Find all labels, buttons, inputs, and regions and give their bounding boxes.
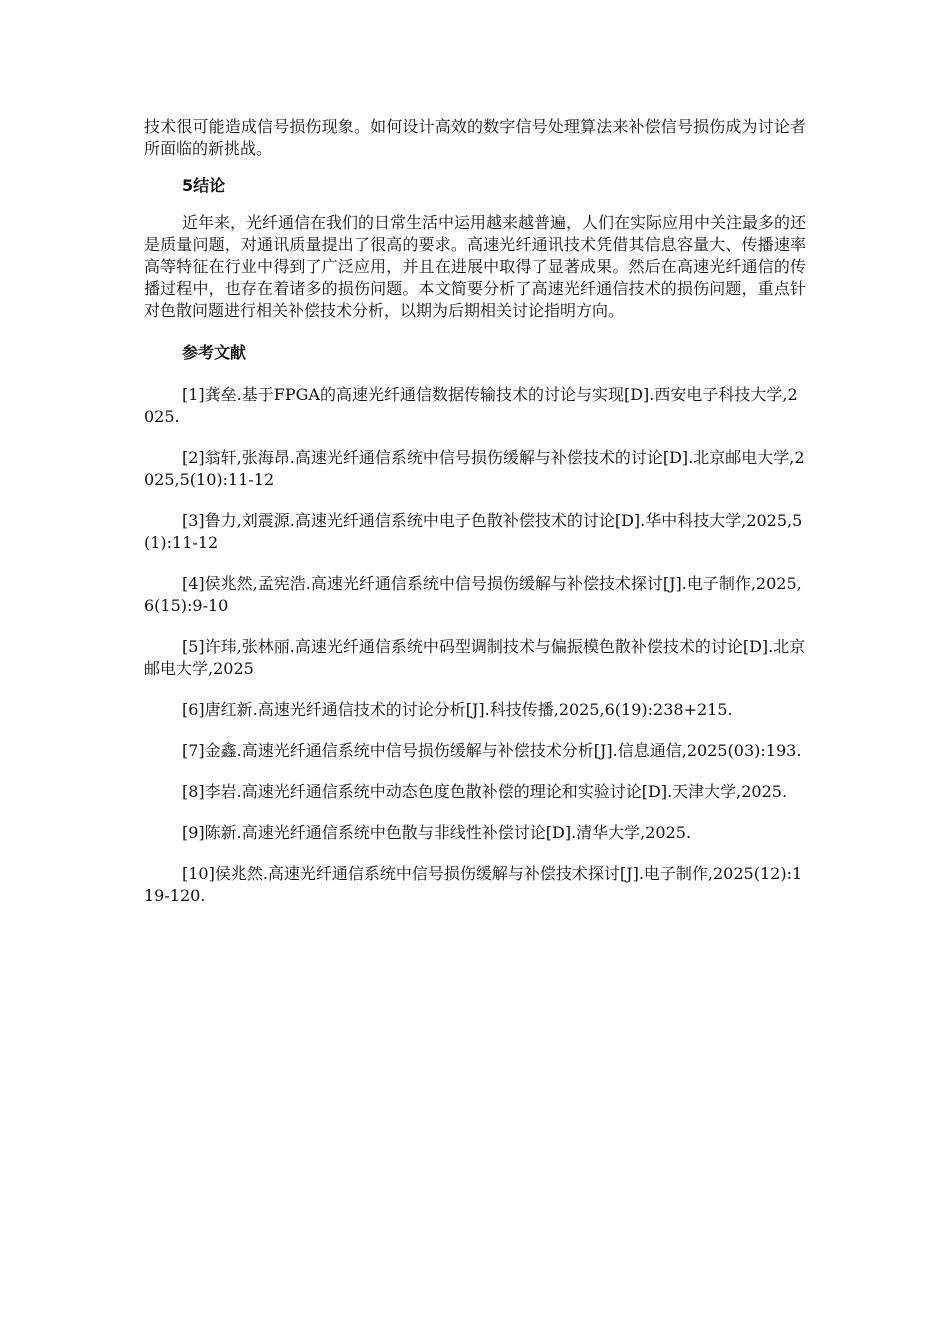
reference-item: [4]侯兆然,孟宪浩.高速光纤通信系统中信号损伤缓解与补偿技术探讨[J].电子制作,2025,6(15):9-10 (144, 574, 802, 615)
document-page (144, 116, 806, 926)
reference-item: [6]唐红新.高速光纤通信技术的讨论分析[J].科技传播,2025,6(19):238+215. (182, 700, 733, 719)
conclusion-heading: 5结论 (182, 176, 226, 195)
reference-item: [2]翁轩,张海昂.高速光纤通信系统中信号损伤缓解与补偿技术的讨论[D].北京邮电大学,2025,5(10):11-12 (144, 448, 805, 489)
reference-item: [3]鲁力,刘震源.高速光纤通信系统中电子色散补偿技术的讨论[D].华中科技大学,2025,5(1):11-12 (144, 511, 803, 552)
conclusion-paragraph: 近年来，光纤通信在我们的日常生活中运用越来越普遍，人们在实际应用中关注最多的还是质量问题，对通讯质量提出了很高的要求。高速光纤通讯技术凭借其信息容量大、传播速率高等特征在行业中得到了广泛应用，并且在进展中取得了显著成果。然后在高速光纤通信的传播过程中，也存在着诸多的损伤问题。本文简要分析了高速光纤通信技术的损伤问题，重点针对色散问题进行相关补偿技术分析，以期为后期相关讨论指明方向。 (144, 213, 807, 320)
reference-item: [5]许玮,张林丽.高速光纤通信系统中码型调制技术与偏振模色散补偿技术的讨论[D].北京邮电大学,2025 (144, 637, 806, 678)
intro-continuation-paragraph: 技术很可能造成信号损伤现象。如何设计高效的数字信号处理算法来补偿信号损伤成为讨论者所面临的新挑战。 (144, 117, 806, 158)
reference-item: [1]龚垒.基于FPGA的高速光纤通信数据传输技术的讨论与实现[D].西安电子科技大学,2025. (144, 385, 798, 426)
reference-item: [10]侯兆然.高速光纤通信系统中信号损伤缓解与补偿技术探讨[J].电子制作,2025(12):119-120. (144, 864, 803, 905)
reference-list (144, 384, 806, 907)
reference-item: [9]陈新.高速光纤通信系统中色散与非线性补偿讨论[D].清华大学,2025. (182, 823, 692, 842)
reference-item: [7]金鑫.高速光纤通信系统中信号损伤缓解与补偿技术分析[J].信息通信,2025(03):193. (182, 741, 802, 760)
references-heading: 参考文献 (182, 343, 247, 362)
reference-item: [8]李岩.高速光纤通信系统中动态色度色散补偿的理论和实验讨论[D].天津大学,2025. (182, 782, 788, 801)
